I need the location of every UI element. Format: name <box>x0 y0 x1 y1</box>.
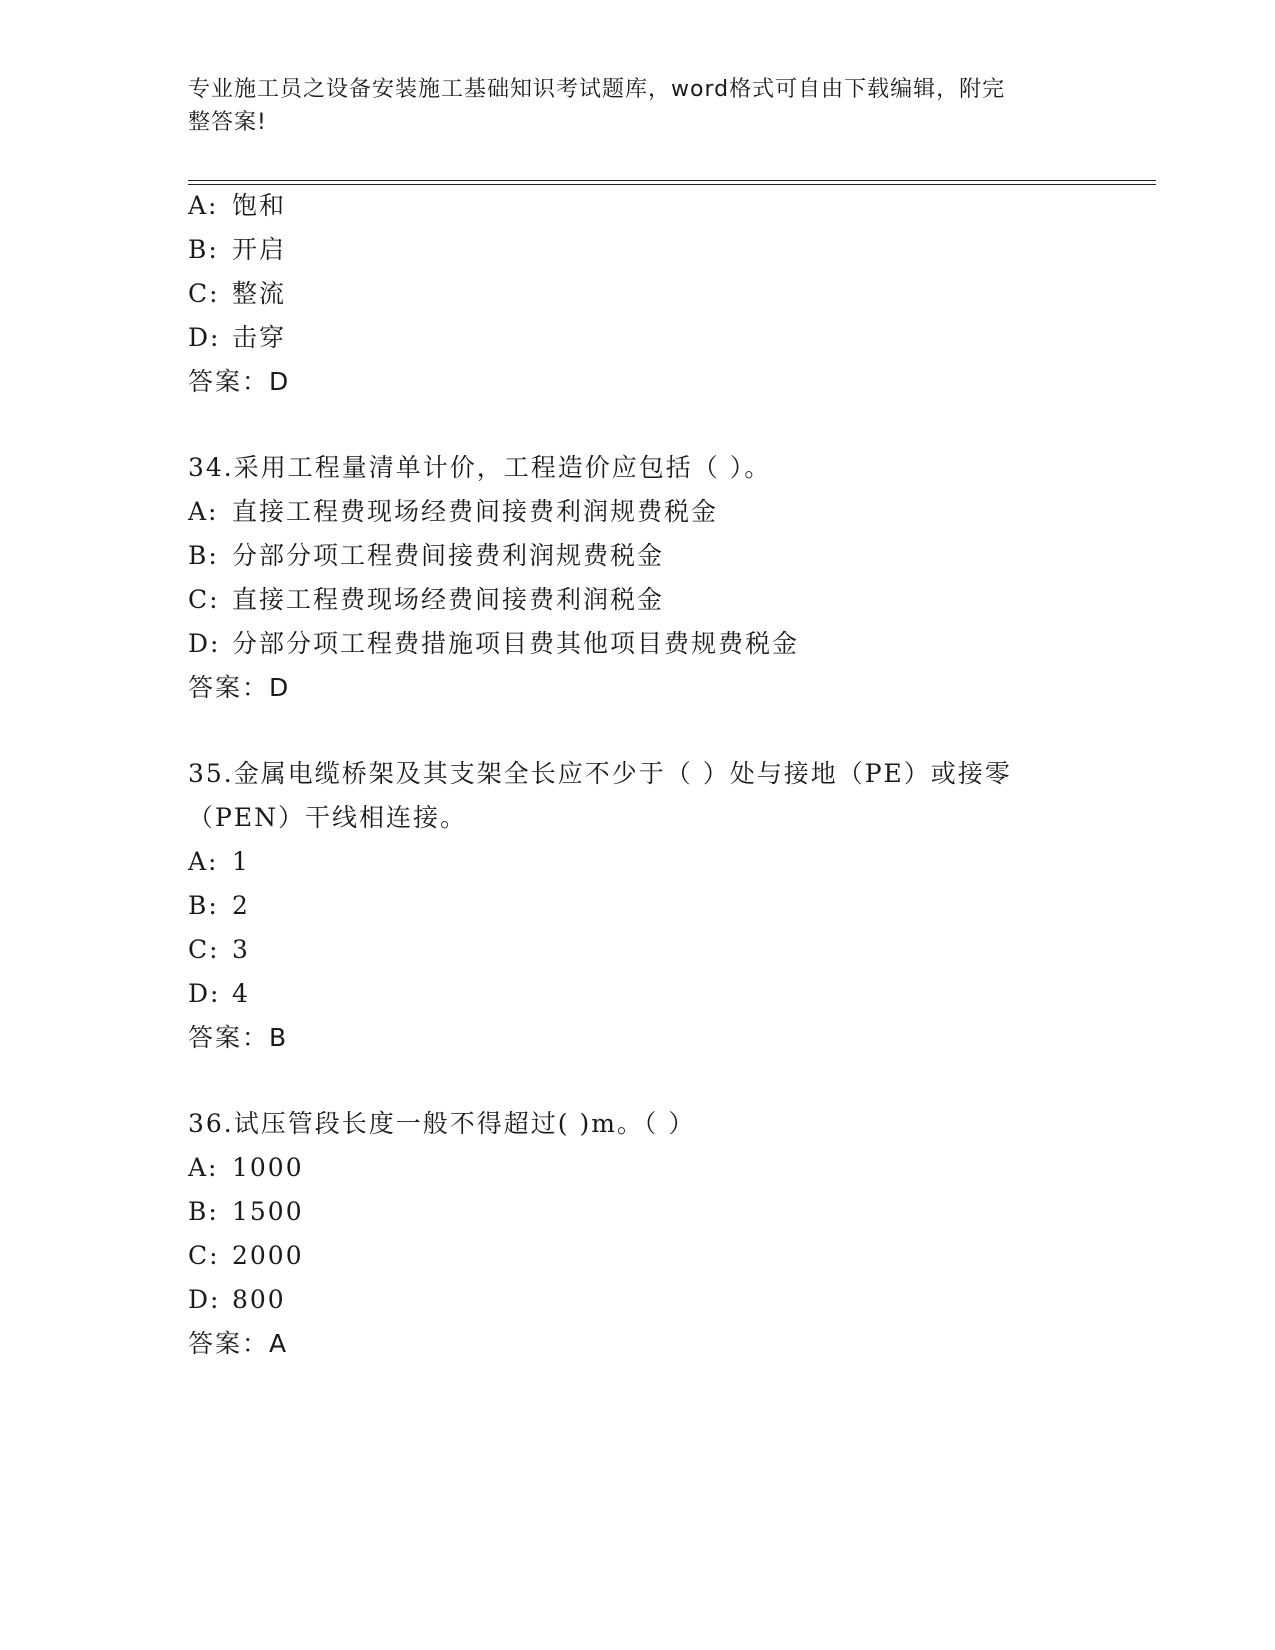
option-text: 800 <box>232 1285 286 1314</box>
option-text: 1 <box>232 847 250 876</box>
q36-option-b <box>188 1196 304 1228</box>
q34-option-a <box>188 496 718 528</box>
option-key: B: <box>188 541 219 570</box>
q35-stem-line2: （PEN）干线相连接。 <box>188 803 467 832</box>
q35-answer: 答案：B <box>188 1023 289 1052</box>
option-text: 分部分项工程费措施项目费其他项目费规费税金 <box>232 629 800 658</box>
option-key: A: <box>188 1153 219 1182</box>
option-key: D: <box>188 323 221 352</box>
option-key: C: <box>188 585 220 614</box>
option-text: 1500 <box>232 1197 304 1226</box>
option-text: 4 <box>232 979 250 1008</box>
option-text: 整流 <box>232 279 287 308</box>
option-text: 2 <box>232 891 250 920</box>
q36-stem: 36.试压管段长度一般不得超过( )m。（ ） <box>188 1109 696 1138</box>
option-text: 直接工程费现场经费间接费利润税金 <box>232 585 665 614</box>
q33-option-d <box>188 322 286 354</box>
option-key: B: <box>188 1197 219 1226</box>
option-key: B: <box>188 235 219 264</box>
q34-option-b <box>188 540 664 572</box>
q36-option-c <box>188 1240 304 1272</box>
option-text: 1000 <box>232 1153 304 1182</box>
option-key: C: <box>188 935 220 964</box>
header-divider-top <box>188 180 1156 181</box>
option-key: A: <box>188 847 219 876</box>
option-key: D: <box>188 979 221 1008</box>
option-key: C: <box>188 279 220 308</box>
option-text: 3 <box>232 935 250 964</box>
q34-stem: 34.采用工程量清单计价，工程造价应包括（ ）。 <box>188 453 772 482</box>
q35-option-d <box>188 978 250 1010</box>
option-text: 2000 <box>232 1241 304 1270</box>
q33-option-a <box>188 190 286 222</box>
q35-option-c <box>188 934 250 966</box>
option-text: 分部分项工程费间接费利润规费税金 <box>232 541 665 570</box>
option-key: D: <box>188 1285 221 1314</box>
option-key: B: <box>188 891 219 920</box>
option-text: 开启 <box>232 235 287 264</box>
option-text: 直接工程费现场经费间接费利润规费税金 <box>232 497 719 526</box>
option-key: D: <box>188 629 221 658</box>
header-title-line1: 专业施工员之设备安装施工基础知识考试题库，word格式可自由下载编辑，附完 <box>188 77 1006 102</box>
q33-answer: 答案：D <box>188 367 291 396</box>
q35-stem-line1: 35.金属电缆桥架及其支架全长应不少于（ ）处与接地（PE）或接零 <box>188 759 1012 788</box>
q34-option-c <box>188 584 664 616</box>
q36-option-d <box>188 1284 286 1316</box>
option-text: 饱和 <box>232 191 287 220</box>
q33-option-b <box>188 234 286 266</box>
q35-option-b <box>188 890 250 922</box>
document-header <box>188 73 1068 139</box>
q36-option-a <box>188 1152 304 1184</box>
q34-option-d <box>188 628 799 660</box>
option-key: C: <box>188 1241 220 1270</box>
q34-answer: 答案：D <box>188 673 291 702</box>
q36-answer: 答案：A <box>188 1329 289 1358</box>
option-key: A: <box>188 191 219 220</box>
header-divider-bottom <box>188 184 1156 185</box>
option-key: A: <box>188 497 219 526</box>
option-text: 击穿 <box>232 323 287 352</box>
header-title-line2: 整答案! <box>188 110 267 135</box>
q33-option-c <box>188 278 286 310</box>
q35-option-a <box>188 846 250 878</box>
